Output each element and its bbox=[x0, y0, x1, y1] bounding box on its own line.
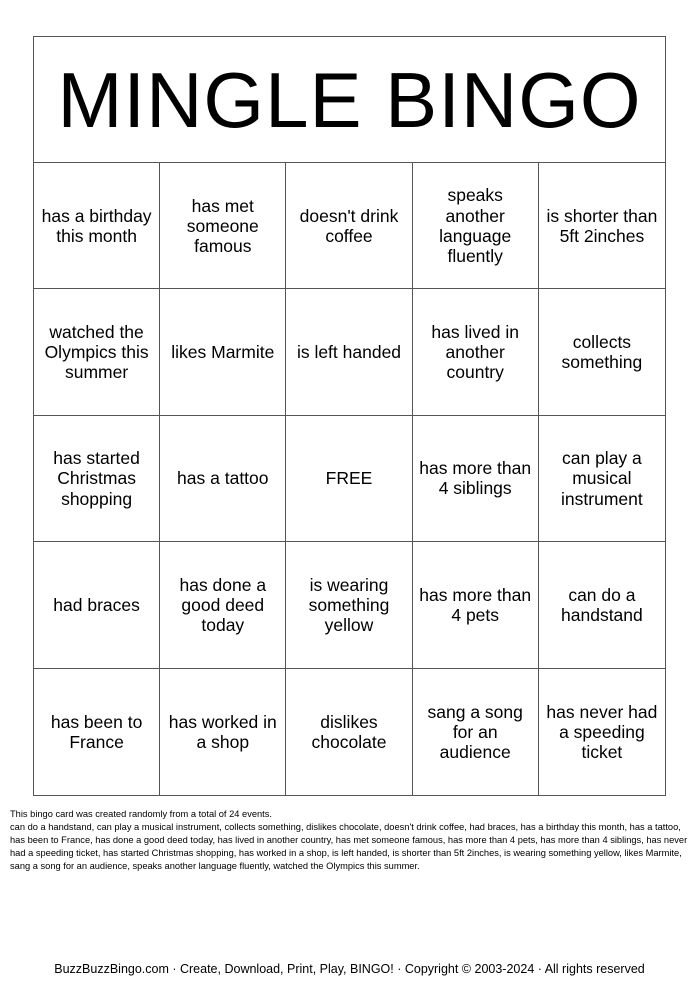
bingo-cell: has more than 4 pets bbox=[413, 542, 539, 668]
bingo-grid bbox=[34, 163, 665, 795]
card-title: MINGLE BINGO bbox=[57, 55, 642, 144]
free-space-cell: FREE bbox=[286, 416, 412, 542]
bingo-cell: has a birthday this month bbox=[34, 163, 160, 289]
bingo-cell: is shorter than 5ft 2inches bbox=[539, 163, 665, 289]
description-intro: This bingo card was created randomly from a total of 24 events. bbox=[10, 809, 272, 819]
bingo-cell: collects something bbox=[539, 289, 665, 415]
bingo-cell: has a tattoo bbox=[160, 416, 286, 542]
bingo-cell: sang a song for an audience bbox=[413, 669, 539, 795]
bingo-cell: dislikes chocolate bbox=[286, 669, 412, 795]
bingo-cell: can do a handstand bbox=[539, 542, 665, 668]
bingo-cell: has lived in another country bbox=[413, 289, 539, 415]
bingo-cell: speaks another language fluently bbox=[413, 163, 539, 289]
bingo-cell: watched the Olympics this summer bbox=[34, 289, 160, 415]
card-description bbox=[10, 808, 690, 873]
bingo-cell: has never had a speeding ticket bbox=[546, 701, 658, 762]
bingo-cell: can play a musical instrument bbox=[539, 416, 665, 542]
copyright-footer: BuzzBuzzBingo.com · Create, Download, Print, Play, BINGO! · Copyright © 2003-2024 · All rights reserved bbox=[54, 962, 645, 976]
bingo-cell: is wearing something yellow bbox=[286, 542, 412, 668]
title-box bbox=[34, 37, 665, 163]
bingo-cell: is left handed bbox=[286, 289, 412, 415]
bingo-cell: has worked in a shop bbox=[160, 669, 286, 795]
bingo-cell: has more than 4 siblings bbox=[413, 416, 539, 542]
bingo-cell: has been to France bbox=[34, 669, 160, 795]
bingo-card bbox=[33, 36, 666, 796]
bingo-cell: has done a good deed today bbox=[160, 542, 286, 668]
bingo-cell: has started Christmas shopping bbox=[34, 416, 160, 542]
description-events: can do a handstand, can play a musical instrument, collects something, dislikes chocolate, doesn't drink coffee, had braces, has a birthday this month, has a tattoo, has been to France, has done a good deed today, has lived in another country, has met someone famous, has more than 4 pets, has more than 4 siblings, has never had a speeding ticket, has started Christmas shopping, has worked in a shop, is left handed, is shorter than 5ft 2inches, is wearing something yellow, likes Marmite, sang a song for an audience, speaks another language fluently, watched the Olympics this summer. bbox=[10, 822, 688, 872]
bingo-cell: doesn't drink coffee bbox=[286, 163, 412, 289]
bingo-cell: had braces bbox=[34, 542, 160, 668]
bingo-cell: has met someone famous bbox=[160, 163, 286, 289]
bingo-cell: likes Marmite bbox=[160, 289, 286, 415]
